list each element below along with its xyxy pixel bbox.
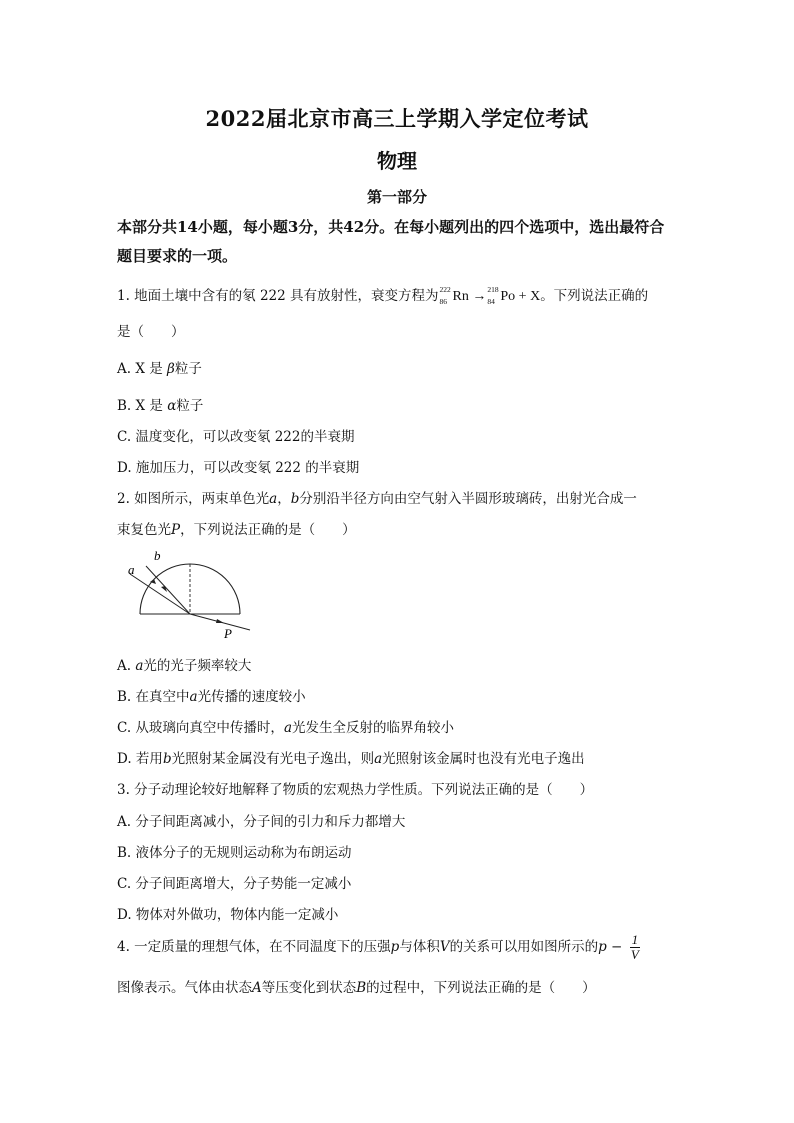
- label-b: b: [154, 548, 161, 563]
- alpha-symbol: α: [167, 398, 177, 414]
- q2-option-d-text-2: 光照射该金属时也没有光电子逸出: [382, 751, 585, 767]
- label-p: P: [224, 626, 232, 641]
- state-b-symbol: B: [356, 980, 367, 996]
- q2-option-a-label: A.: [117, 658, 136, 674]
- q1-option-a: [117, 357, 202, 377]
- q2-option-a: [117, 654, 251, 674]
- ray-p-arrow: [216, 619, 224, 623]
- q4-stem-text: 4. 一定质量的理想气体，在不同温度下的压强: [117, 939, 391, 955]
- exam-title: 2022届北京市高三上学期入学定位考试: [205, 106, 589, 131]
- reaction-arrow: →: [472, 289, 487, 304]
- q1-stem: [117, 284, 648, 305]
- subject-heading: 物理: [377, 149, 417, 173]
- q2-option-d-text: 光照射某金属没有光电子逸出，则: [171, 751, 375, 767]
- polonium-symbol: Po: [500, 289, 516, 304]
- graph-p-symbol: p: [598, 939, 607, 955]
- q2-stem: [117, 487, 637, 507]
- q4-stem-text-6: 的过程中，下列说法正确的是（ ）: [366, 980, 596, 996]
- q2-comma: ，: [277, 491, 291, 507]
- radon-mass-number: 222: [439, 285, 451, 294]
- q3-option-b: B. 液体分子的无规则运动称为布朗运动: [117, 845, 352, 861]
- fraction-numerator: 1: [631, 932, 639, 947]
- q1-option-b-label: B. X 是: [117, 398, 168, 414]
- q2-option-c: [117, 716, 454, 736]
- q3-option-d: D. 物体对外做功，物体内能一定减小: [117, 907, 339, 923]
- q2-option-b: [117, 685, 306, 705]
- q1-option-a-text: 粒子: [174, 361, 202, 377]
- fraction-denominator: V: [630, 947, 639, 962]
- polonium-nuclide: [487, 285, 516, 306]
- q4-stem: [117, 933, 640, 962]
- q2-option-b-text: 光传播的速度较小: [197, 689, 306, 705]
- radon-nuclide: [439, 285, 469, 306]
- q1-option-a-label: A. X 是: [117, 361, 168, 377]
- q3-option-c: C. 分子间距离增大，分子势能一定减小: [117, 876, 352, 892]
- q1-option-b-text: 粒子: [176, 398, 204, 414]
- graph-dash: −: [606, 939, 627, 955]
- q2-option-b-label: B. 在真空中: [117, 689, 190, 705]
- q2-stem-text-2: 分别沿半径方向由空气射入半圆形玻璃砖，出射光合成一: [299, 491, 637, 507]
- volume-symbol: V: [439, 939, 450, 955]
- q4-stem-text-3: 的关系可以用如图所示的: [449, 939, 599, 955]
- light-a-symbol: a: [135, 658, 144, 674]
- state-a-symbol: A: [252, 980, 262, 996]
- section-instructions: 本部分共14小题，每小题3分，共42分。在每小题列出的四个选项中，选出最符合题目要求的一项。: [117, 218, 665, 265]
- light-a-symbol: a: [283, 720, 292, 736]
- light-b-symbol: b: [290, 491, 300, 507]
- q1-option-d: D. 施加压力，可以改变氡 222 的半衰期: [117, 460, 360, 476]
- radon-symbol: Rn: [452, 289, 469, 304]
- semicircle-glass-figure: [128, 548, 258, 643]
- q4-stem-text-5: 等压变化到状态: [261, 980, 357, 996]
- q2-option-d-label: D. 若用: [117, 751, 163, 767]
- ray-b: [146, 566, 190, 614]
- ray-a: [130, 574, 190, 614]
- q4-stem-text-2: 与体积: [399, 939, 440, 955]
- q2-option-c-text: 光发生全反射的临界角较小: [292, 720, 454, 736]
- polonium-mass-number: 218: [487, 285, 499, 294]
- light-a-symbol: a: [374, 751, 383, 767]
- q2-stem-text: 2. 如图所示，两束单色光: [117, 491, 270, 507]
- q1-stem-text-2: 。下列说法正确的: [540, 288, 649, 304]
- q4-stem-text-4: 图像表示。气体由状态: [117, 980, 252, 996]
- beta-symbol: β: [167, 361, 175, 377]
- q3-option-a: A. 分子间距离减小，分子间的引力和斥力都增大: [117, 814, 406, 830]
- q1-stem-cont: 是（ ）: [117, 324, 185, 340]
- part-heading: 第一部分: [366, 188, 427, 206]
- pressure-symbol: p: [390, 939, 400, 955]
- q4-stem-cont: [117, 976, 596, 996]
- q2-stem-cont: [117, 518, 356, 538]
- polonium-atomic-number: 84: [487, 297, 495, 306]
- one-over-v-fraction: [630, 933, 641, 962]
- q1-option-b: [117, 394, 203, 414]
- q3-stem: 3. 分子动理论较好地解释了物质的宏观热力学性质。下列说法正确的是（ ）: [117, 782, 594, 798]
- light-p-symbol: P: [171, 522, 181, 538]
- q2-option-c-label: C. 从玻璃向真空中传播时，: [117, 720, 284, 736]
- q1-stem-text: 1. 地面土壤中含有的氡 222 具有放射性，衰变方程为: [117, 288, 439, 304]
- label-a: a: [128, 562, 135, 577]
- q2-option-d: [117, 747, 585, 767]
- product-x: + X: [518, 289, 541, 304]
- ray-b-arrow: [161, 586, 167, 592]
- radon-atomic-number: 86: [439, 297, 448, 306]
- q2-stem-text-3: 束复色光: [117, 522, 171, 538]
- light-a-symbol: a: [269, 491, 278, 507]
- q2-option-a-text: 光的光子频率较大: [143, 658, 252, 674]
- light-a-symbol: a: [189, 689, 198, 705]
- q2-stem-text-4: ，下列说法正确的是（ ）: [180, 522, 356, 538]
- q1-decay-equation: [439, 285, 541, 306]
- q1-option-c: C. 温度变化，可以改变氡 222的半衰期: [117, 429, 355, 445]
- light-b-symbol: b: [162, 751, 172, 767]
